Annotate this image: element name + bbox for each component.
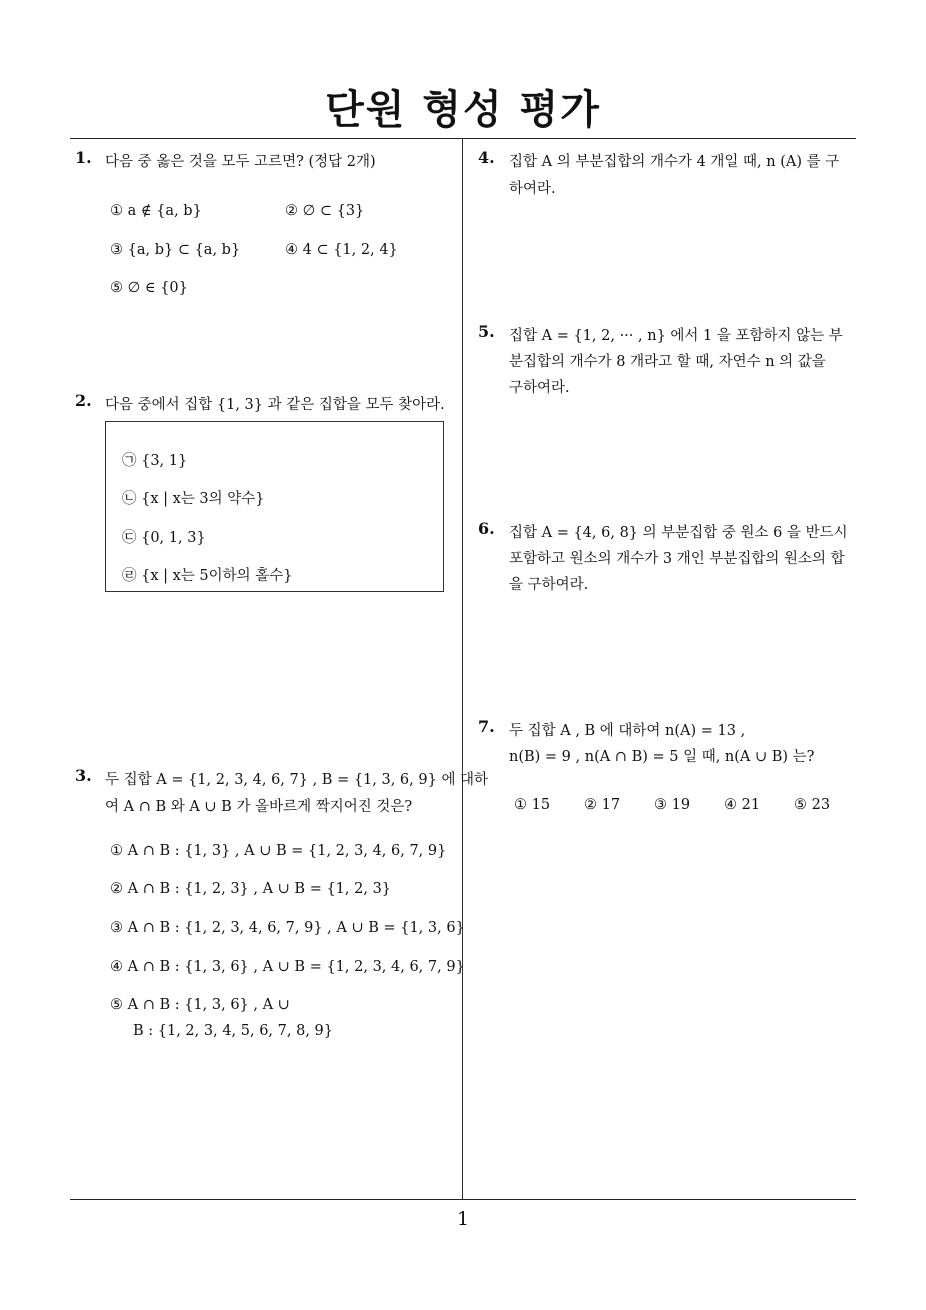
choice-3[interactable]: ③ 19	[654, 797, 691, 813]
question-text-line-1: 집합 A = {4, 6, 8} 의 부분집합 중 원소 6 을 반드시	[509, 525, 848, 541]
question-text-line-2: 여 A ∩ B 와 A ∪ B 가 올바르게 짝지어진 것은?	[105, 799, 413, 815]
option-rieul: ㉣ {x | x는 5이하의 홀수}	[122, 568, 293, 584]
choice-5-continued: B : {1, 2, 3, 4, 5, 6, 7, 8, 9}	[133, 1023, 333, 1039]
choice-1[interactable]: ① a ∉ {a, b}	[110, 203, 202, 219]
question-text-line-2: 하여라.	[509, 181, 556, 197]
option-nieun: ㉡ {x | x는 3의 약수}	[122, 491, 265, 507]
page-number: 1	[456, 1208, 470, 1230]
option-digeut: ㉢ {0, 1, 3}	[122, 530, 206, 546]
question-text-line-1: 두 집합 A = {1, 2, 3, 4, 6, 7} , B = {1, 3, 6, 9} 에 대하	[105, 772, 489, 788]
question-text-line-3: 구하여라.	[509, 380, 570, 396]
choice-5[interactable]: ⑤ A ∩ B : {1, 3, 6} , A ∪	[110, 997, 290, 1013]
question-text-line-2: n(B) = 9 , n(A ∩ B) = 5 일 때, n(A ∪ B) 는?	[509, 749, 815, 765]
page-title: 단원 형성 평가	[325, 87, 601, 133]
choice-2[interactable]: ② 17	[584, 797, 621, 813]
choice-3[interactable]: ③ {a, b} ⊂ {a, b}	[110, 242, 241, 258]
choice-1[interactable]: ① 15	[514, 797, 551, 813]
choice-5[interactable]: ⑤ ∅ ∈ {0}	[110, 280, 188, 296]
question-number: 1.	[75, 148, 92, 167]
question-text-line-1: 두 집합 A , B 에 대하여 n(A) = 13 ,	[509, 723, 746, 739]
choice-2[interactable]: ② ∅ ⊂ {3}	[285, 203, 365, 219]
question-text-line-2: 포함하고 원소의 개수가 3 개인 부분집합의 원소의 합	[509, 551, 845, 567]
question-number: 2.	[75, 391, 92, 410]
choice-3[interactable]: ③ A ∩ B : {1, 2, 3, 4, 6, 7, 9} , A ∪ B = {1, 3, 6}	[110, 920, 465, 936]
column-divider	[462, 139, 463, 1200]
option-giyeok: ㉠ {3, 1}	[122, 453, 188, 469]
question-text-line-1: 집합 A = {1, 2, ··· , n} 에서 1 을 포함하지 않는 부	[509, 328, 843, 344]
question-number: 6.	[478, 519, 495, 538]
choice-5[interactable]: ⑤ 23	[794, 797, 831, 813]
question-number: 4.	[478, 148, 495, 167]
question-text-line-1: 집합 A 의 부분집합의 개수가 4 개일 때, n (A) 를 구	[509, 154, 840, 170]
choice-2[interactable]: ② A ∩ B : {1, 2, 3} , A ∪ B = {1, 2, 3}	[110, 881, 392, 897]
question-number: 5.	[478, 322, 495, 341]
question-text: 다음 중 옳은 것을 모두 고르면? (정답 2개)	[105, 154, 376, 170]
choice-4[interactable]: ④ A ∩ B : {1, 3, 6} , A ∪ B = {1, 2, 3, 4, 6, 7, 9}	[110, 959, 465, 975]
question-text: 다음 중에서 집합 {1, 3} 과 같은 집합을 모두 찾아라.	[105, 397, 445, 413]
bottom-rule	[70, 1199, 856, 1200]
choice-1[interactable]: ① A ∩ B : {1, 3} , A ∪ B = {1, 2, 3, 4, 6, 7, 9}	[110, 843, 447, 859]
question-text-line-3: 을 구하여라.	[509, 577, 589, 593]
question-text-line-2: 분집합의 개수가 8 개라고 할 때, 자연수 n 의 값을	[509, 354, 826, 370]
choice-4[interactable]: ④ 21	[724, 797, 761, 813]
question-number: 3.	[75, 766, 92, 785]
choice-4[interactable]: ④ 4 ⊂ {1, 2, 4}	[285, 242, 398, 258]
question-number: 7.	[478, 717, 495, 736]
top-rule	[70, 138, 856, 139]
